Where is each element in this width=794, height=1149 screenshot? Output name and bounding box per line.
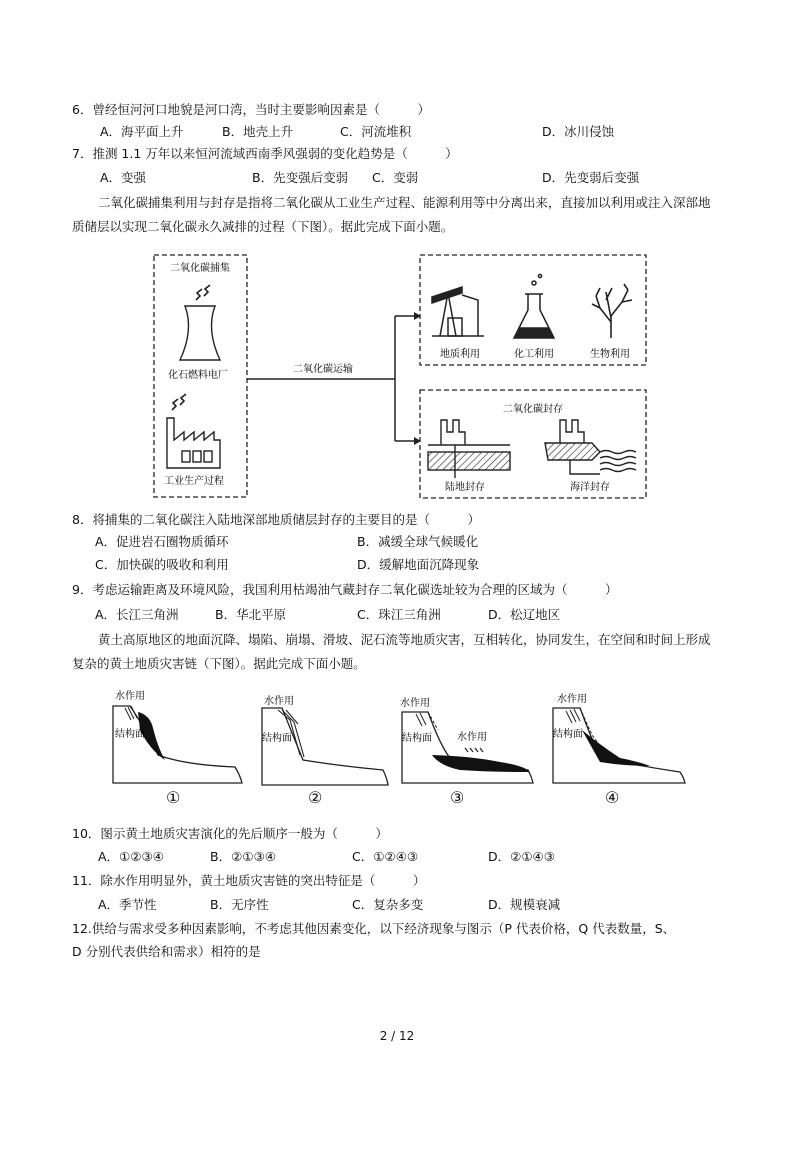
water-label: 水作用 [457, 732, 487, 743]
storage-title: 二氧化碳封存 [503, 404, 563, 415]
land-storage-label: 陆地封存 [445, 482, 485, 493]
question-12-line-1: 12.供给与需求受多种因素影响，不考虑其他因素变化，以下经济现象与图示（P 代表价格，Q 代表数量，S、 [72, 921, 676, 936]
capture-title: 二氧化碳捕集 [170, 263, 230, 274]
question-11-stem: 11．除水作用明显外，黄土地质灾害链的突出特征是（ ） [72, 873, 426, 888]
question-10-stem: 10．图示黄土地质灾害演化的先后顺序一般为（ ） [72, 826, 388, 841]
panel-label-4: ④ [605, 788, 620, 807]
q10-option-d: D．②①④③ [488, 849, 555, 864]
structure-label: 结构面 [115, 729, 145, 740]
water-label: 水作用 [400, 698, 430, 709]
transport-label: 二氧化碳运输 [293, 364, 353, 375]
ocean-storage-label: 海洋封存 [570, 482, 610, 493]
q8-option-a: A．促进岩石圈物质循环 [95, 534, 229, 549]
q8-option-b: B．减缓全球气候暖化 [357, 534, 479, 549]
q6-option-d: D．冰川侵蚀 [542, 124, 615, 139]
panel-label-2: ② [308, 788, 323, 807]
water-label: 水作用 [115, 691, 145, 702]
q7-option-c: C．变弱 [372, 170, 419, 185]
q11-option-c: C．复杂多变 [352, 897, 424, 912]
question-6-stem: 6．曾经恒河河口地貌是河口湾，当时主要影响因素是（ ） [72, 102, 430, 117]
page-number: 2 / 12 [379, 1029, 415, 1043]
q7-option-d: D．先变弱后变强 [542, 170, 640, 185]
use-chem-label: 化工利用 [514, 349, 554, 360]
power-plant-label: 化石燃料电厂 [168, 370, 228, 381]
structure-label: 结构面 [553, 729, 583, 740]
q10-option-b: B．②①③④ [210, 849, 276, 864]
question-9-stem: 9．考虑运输距离及环境风险，我国利用枯竭油气藏封存二氧化碳选址较为合理的区域为（ ） [72, 582, 618, 597]
panel-label-3: ③ [450, 788, 465, 807]
q9-option-b: B．华北平原 [215, 607, 287, 622]
q9-option-d: D．松辽地区 [488, 607, 561, 622]
use-geo-label: 地质利用 [440, 349, 480, 360]
q6-option-c: C．河流堆积 [340, 124, 412, 139]
water-label: 水作用 [557, 694, 587, 705]
q6-option-a: A．海平面上升 [100, 124, 184, 139]
q8-option-d: D．缓解地面沉降现象 [357, 557, 480, 572]
loess-panel-1 [113, 689, 242, 783]
q9-option-c: C．珠江三角洲 [357, 607, 441, 622]
ccs-intro-paragraph: 二氧化碳捕集利用与封存是指将二氧化碳从工业生产过程、能源利用等中分离出来，直接加以利用或注入深部地质储层以实现二氧化碳永久减排的过程（下图）。据此完成下面小题。 [72, 195, 711, 234]
loess-intro-paragraph: 黄土高原地区的地面沉降、塌陷、崩塌、滑坡、泥石流等地质灾害，互相转化，协同发生，在空间和时间上形成复杂的黄土地质灾害链（下图）。据此完成下面小题。 [72, 632, 711, 671]
q9-option-a: A．长江三角洲 [95, 607, 179, 622]
q11-option-d: D．规模衰减 [488, 897, 561, 912]
structure-label: 结构面 [402, 733, 432, 744]
q7-option-b: B．先变强后变弱 [252, 170, 349, 185]
question-7-stem: 7．推测 1.1 万年以来恒河流域西南季风强弱的变化趋势是（ ） [72, 146, 458, 161]
question-12-line-2: D 分别代表供给和需求）相符的是 [72, 944, 261, 959]
q10-option-c: C．①②④③ [352, 849, 419, 864]
q11-option-b: B．无序性 [210, 897, 269, 912]
q11-option-a: A．季节性 [98, 897, 157, 912]
loess-panel-2 [262, 694, 388, 785]
q8-option-c: C．加快碳的吸收和利用 [95, 557, 229, 572]
loess-panel-4 [553, 692, 685, 783]
structure-label: 结构面 [262, 733, 292, 744]
use-bio-label: 生物利用 [590, 349, 630, 360]
q7-option-a: A．变强 [100, 170, 147, 185]
panel-label-1: ① [166, 788, 181, 807]
loess-panel-3 [400, 696, 533, 783]
q10-option-a: A．①②③④ [98, 849, 164, 864]
water-label: 水作用 [264, 696, 294, 707]
q6-option-b: B．地壳上升 [222, 124, 294, 139]
question-8-stem: 8．将捕集的二氧化碳注入陆地深部地质储层封存的主要目的是（ ） [72, 512, 480, 527]
industry-label: 工业生产过程 [164, 476, 224, 487]
